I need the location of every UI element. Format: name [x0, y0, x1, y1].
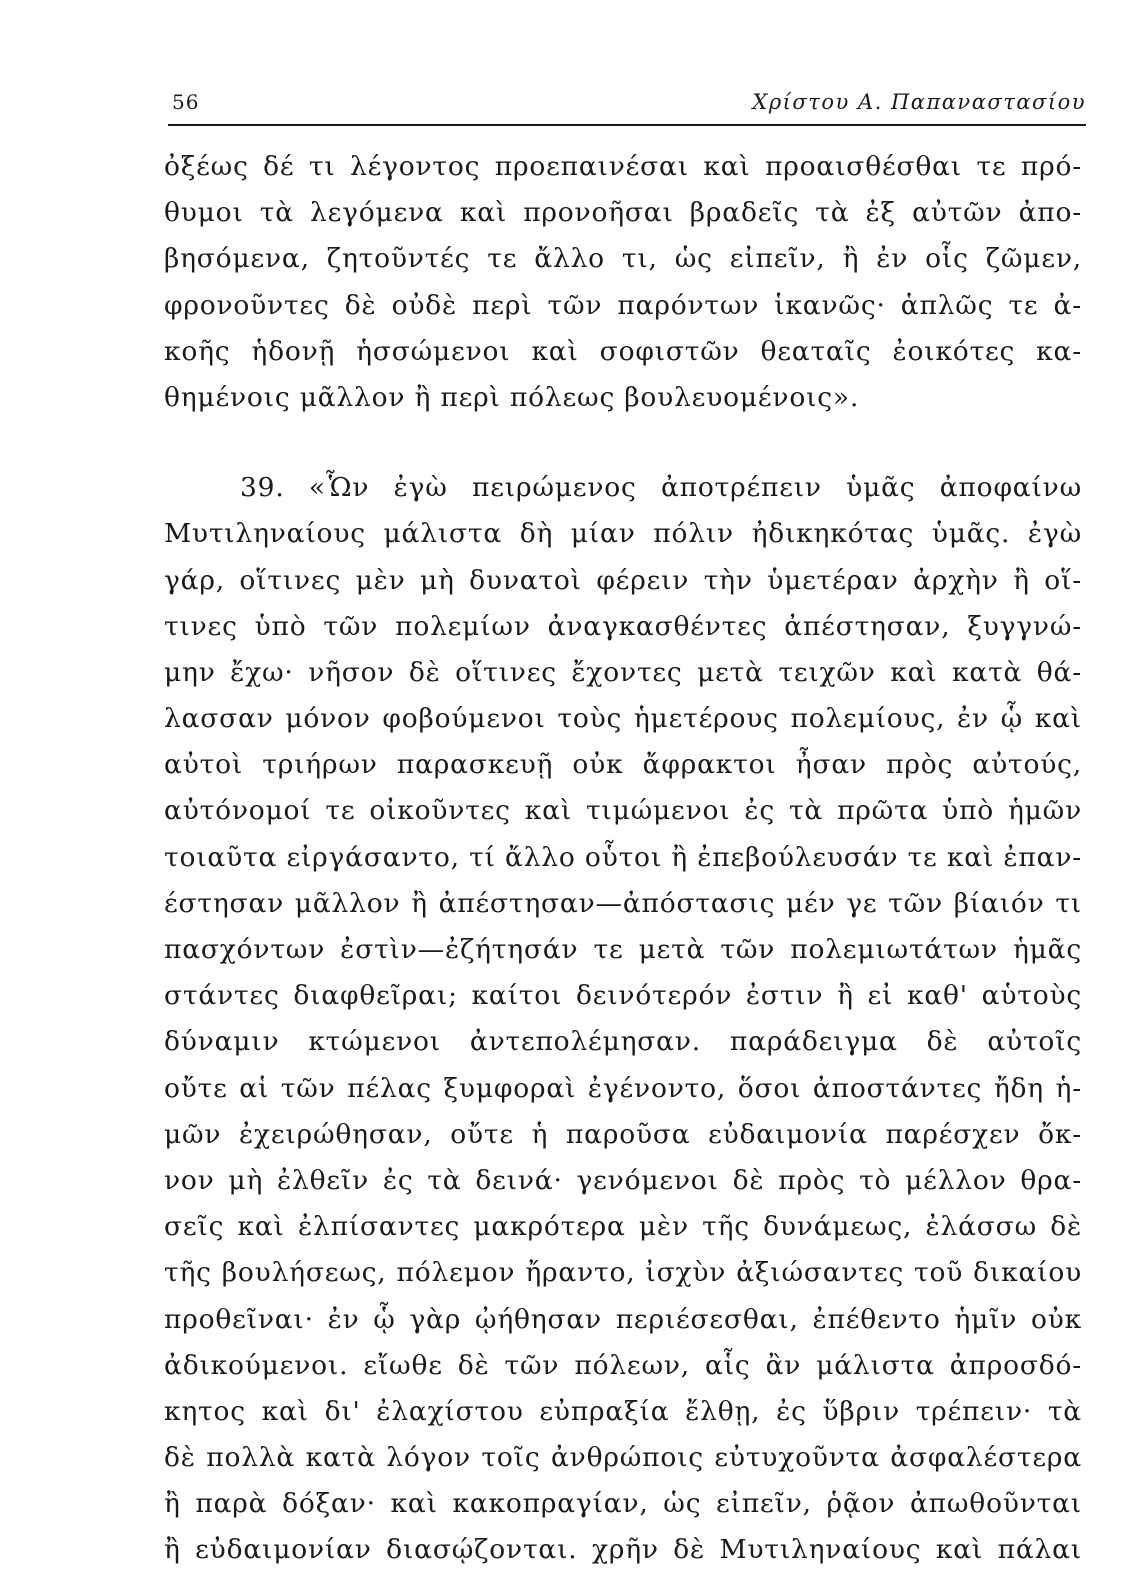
text-line: δὲ πολλὰ κατὰ λόγον τοῖς ἀνθρώποις εὐτυχοῦντα ἀσφαλέστερα: [164, 1442, 1082, 1474]
text-line: θημένοις μᾶλλον ἢ περὶ πόλεως βουλευομένοις».: [164, 381, 860, 413]
text-line: πασχόντων ἐστὶν—ἐζήτησάν τε μετὰ τῶν πολεμιωτάτων ἡμᾶς: [164, 934, 1082, 965]
text-line: τῆς βουλήσεως, πόλεμον ἤραντο, ἰσχὺν ἀξιώσαντες τοῦ δικαίου: [164, 1257, 1082, 1289]
text-line: 39. «Ὧν ἐγὼ πειρώμενος ἀποτρέπειν ὑμᾶς ἀποφαίνω: [240, 472, 1082, 504]
text-line: στάντες διαφθεῖραι; καίτοι δεινότερόν ἐστιν ἢ εἰ καθ' αὑτοὺς: [164, 980, 1082, 1012]
text-line: δύναμιν κτώμενοι ἀντεπολέμησαν. παράδειγμα δὲ αὐτοῖς: [164, 1026, 1082, 1058]
text-line: τοιαῦτα εἰργάσαντο, τί ἄλλο οὗτοι ἢ ἐπεβούλευσάν τε καὶ ἐπαν-: [164, 841, 1082, 873]
text-line: μην ἔχω· νῆσον δὲ οἵτινες ἔχοντες μετὰ τειχῶν καὶ κατὰ θά-: [164, 656, 1082, 688]
body-text: [164, 144, 1082, 1574]
text-line: νον μὴ ἐλθεῖν ἐς τὰ δεινά· γενόμενοι δὲ πρὸς τὸ μέλλον θρα-: [164, 1164, 1082, 1196]
text-line: φρονοῦντες δὲ οὐδὲ περὶ τῶν παρόντων ἱκανῶς· ἁπλῶς τε ἀ-: [164, 289, 1082, 321]
paragraph-continuation: [164, 144, 1082, 421]
text-line: ἢ παρὰ δόξαν· καὶ κακοπραγίαν, ὡς εἰπεῖν, ῥᾷον ἀπωθοῦνται: [164, 1488, 1082, 1520]
text-line: κητος καὶ δι' ἐλαχίστου εὐπραξία ἔλθῃ, ἐς ὕβριν τρέπειν· τὰ: [164, 1395, 1082, 1427]
text-line: σεῖς καὶ ἐλπίσαντες μακρότερα μὲν τῆς δυνάμεως, ἐλάσσω δὲ: [164, 1211, 1082, 1243]
header-author: Χρίστου Α. Παπαναστασίου: [752, 90, 1086, 114]
text-line: τινες ὑπὸ τῶν πολεμίων ἀναγκασθέντες ἀπέστησαν, ξυγγνώ-: [164, 610, 1082, 642]
paragraph-section-39: [164, 465, 1082, 1574]
text-line: ἀδικούμενοι. εἴωθε δὲ τῶν πόλεων, αἷς ἂν μάλιστα ἀπροσδό-: [164, 1349, 1082, 1381]
text-line: έστησαν μᾶλλον ἢ ἀπέστησαν—ἀπόστασις μέν γε τῶν βίαιόν τι: [164, 887, 1082, 919]
running-head: [168, 86, 1086, 122]
text-line: οὔτε αἱ τῶν πέλας ξυμφοραὶ ἐγένοντο, ὅσοι ἀποστάντες ἤδη ἡ-: [164, 1072, 1082, 1104]
text-line: βησόμενα, ζητοῦντές τε ἄλλο τι, ὡς εἰπεῖν, ἢ ἐν οἷς ζῶμεν,: [164, 243, 1082, 275]
text-line: αὐτοὶ τριήρων παρασκευῇ οὐκ ἄφρακτοι ἦσαν πρὸς αὐτούς,: [164, 749, 1082, 781]
text-line: Μυτιληναίους μάλιστα δὴ μίαν πόλιν ἠδικηκότας ὑμᾶς. ἐγὼ: [164, 518, 1082, 550]
text-line: αὐτόνομοί τε οἰκοῦντες καὶ τιμώμενοι ἐς τὰ πρῶτα ὑπὸ ἡμῶν: [164, 795, 1082, 827]
text-line: ἢ εὐδαιμονίαν διασῴζονται. χρῆν δὲ Μυτιληναίους καὶ πάλαι: [164, 1534, 1082, 1566]
text-line: γάρ, οἵτινες μὲν μὴ δυνατοὶ φέρειν τὴν ὑμετέραν ἀρχὴν ἢ οἵ-: [164, 564, 1082, 596]
text-line: θυμοι τὰ λεγόμενα καὶ προνοῆσαι βραδεῖς τὰ ἐξ αὐτῶν ἀπο-: [164, 197, 1082, 229]
paragraph-gap: [164, 421, 1082, 465]
page-number: 56: [172, 90, 200, 114]
header-rule: [168, 124, 1086, 126]
text-line: ὀξέως δέ τι λέγοντος προεπαινέσαι καὶ προαισθέσθαι τε πρό-: [164, 151, 1082, 182]
text-line: μῶν ἐχειρώθησαν, οὔτε ἡ παροῦσα εὐδαιμονία παρέσχεν ὄκ-: [164, 1118, 1082, 1150]
text-line: λασσαν μόνον φοβούμενοι τοὺς ἡμετέρους πολεμίους, ἐν ᾧ καὶ: [164, 703, 1082, 735]
text-line: κοῆς ἡδονῇ ἡσσώμενοι καὶ σοφιστῶν θεαταῖς ἐοικότες κα-: [164, 335, 1082, 367]
text-line: προθεῖναι· ἐν ᾧ γὰρ ᾠήθησαν περιέσεσθαι, ἐπέθεντο ἡμῖν οὐκ: [164, 1303, 1082, 1335]
